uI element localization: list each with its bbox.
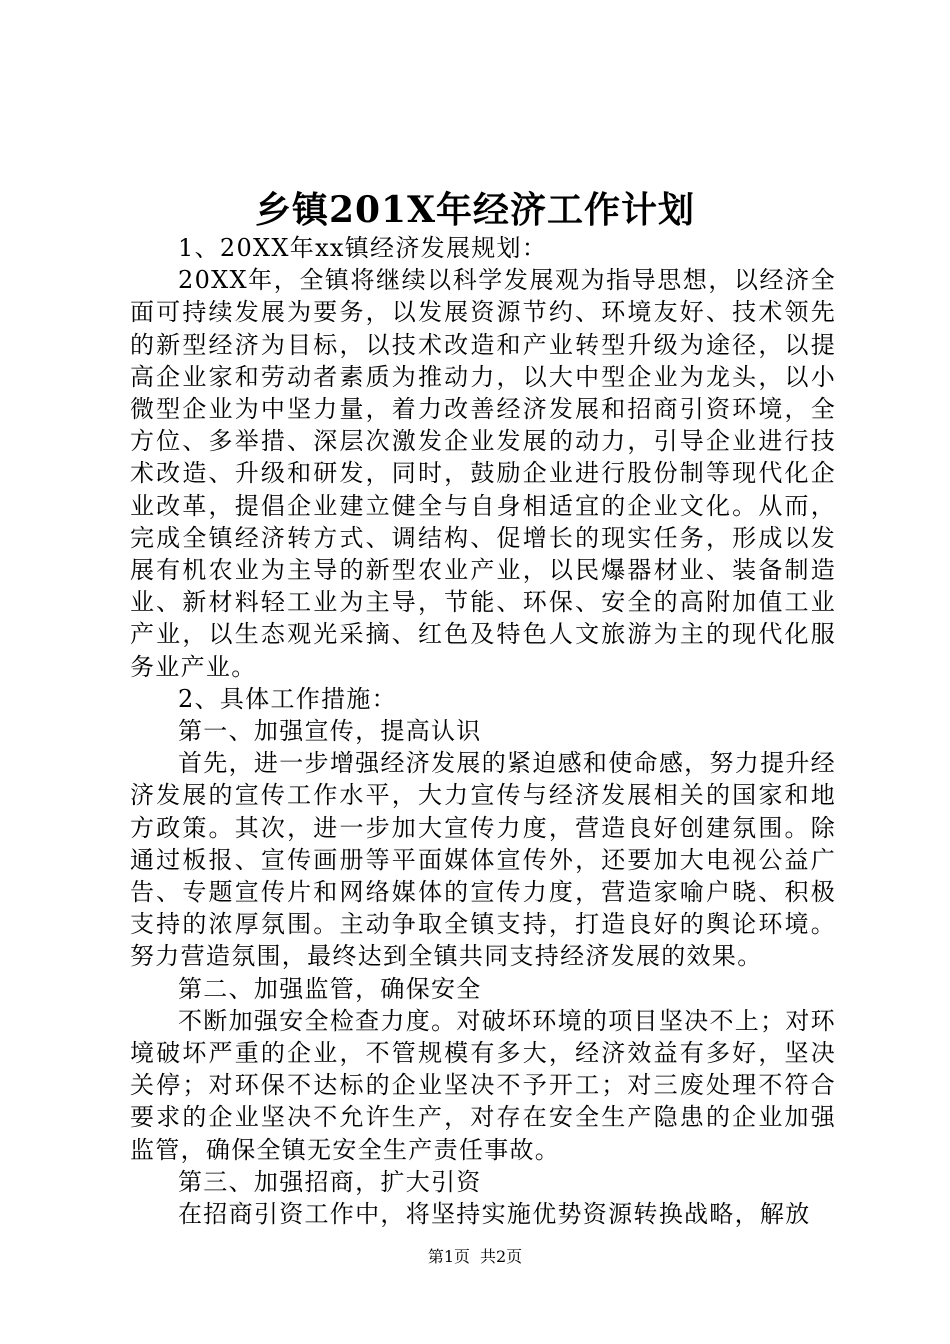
document-body bbox=[130, 232, 836, 1230]
document-title: 乡镇201X年经济工作计划 bbox=[254, 189, 696, 231]
paragraph-first-heading: 第一、加强宣传，提高认识 bbox=[178, 717, 482, 746]
paragraph-second-heading: 第二、加强监管，确保安全 bbox=[178, 974, 482, 1003]
paragraph-first-body: 首先，进一步增强经济发展的紧迫感和使命感，努力提升经济发展的宣传工作水平，大力宣传与经济发展相关的国家和地方政策。其次，进一步加大宣传力度，营造良好创建氛围。除通过板报、宣传画册等平面媒体宣传外，还要加大电视公益广告、专题宣传片和网络媒体的宣传力度，营造家喻户晓、积极支持的浓厚氛围。主动争取全镇支持，打造良好的舆论环境。努力营造氛围，最终达到全镇共同支持经济发展的效果。 bbox=[130, 749, 836, 971]
paragraph-measures-heading: 2、具体工作措施： bbox=[178, 684, 397, 713]
page-total: 共2页 bbox=[480, 1247, 523, 1266]
page-number: 第1页 bbox=[427, 1247, 470, 1266]
paragraph-second-body: 不断加强安全检查力度。对破坏环境的项目坚决不上；对环境破坏严重的企业，不管规模有多大，经济效益有多好，坚决关停；对环保不达标的企业坚决不予开工；对三废处理不符合要求的企业坚决不允许生产，对存在安全生产隐患的企业加强监管，确保全镇无安全生产责任事故。 bbox=[130, 1006, 836, 1164]
page-footer bbox=[0, 1245, 950, 1269]
paragraph-third-heading: 第三、加强招商，扩大引资 bbox=[178, 1167, 482, 1196]
paragraph-plan-heading: 1、20XX年xx镇经济发展规划： bbox=[178, 234, 548, 262]
paragraph-plan-body: 20XX年，全镇将继续以科学发展观为指导思想，以经济全面可持续发展为要务，以发展资源节约、环境友好、技术领先的新型经济为目标，以技术改造和产业转型升级为途径，以提高企业家和劳动者素质为推动力，以大中型企业为龙头，以小微型企业为中坚力量，着力改善经济发展和招商引资环境，全方位、多举措、深层次激发企业发展的动力，引导企业进行技术改造、升级和研发，同时，鼓励企业进行股份制等现代化企业改革，提倡企业建立健全与自身相适宜的企业文化。从而，完成全镇经济转方式、调结构、促增长的现实任务，形成以发展有机农业为主导的新型农业产业，以民爆器材业、装备制造业、新材料轻工业为主导，节能、环保、安全的高附加值工业产业，以生态观光采摘、红色及特色人文旅游为主的现代化服务业产业。 bbox=[130, 266, 836, 681]
paragraph-third-body: 在招商引资工作中，将坚持实施优势资源转换战略，解放 bbox=[178, 1200, 811, 1229]
